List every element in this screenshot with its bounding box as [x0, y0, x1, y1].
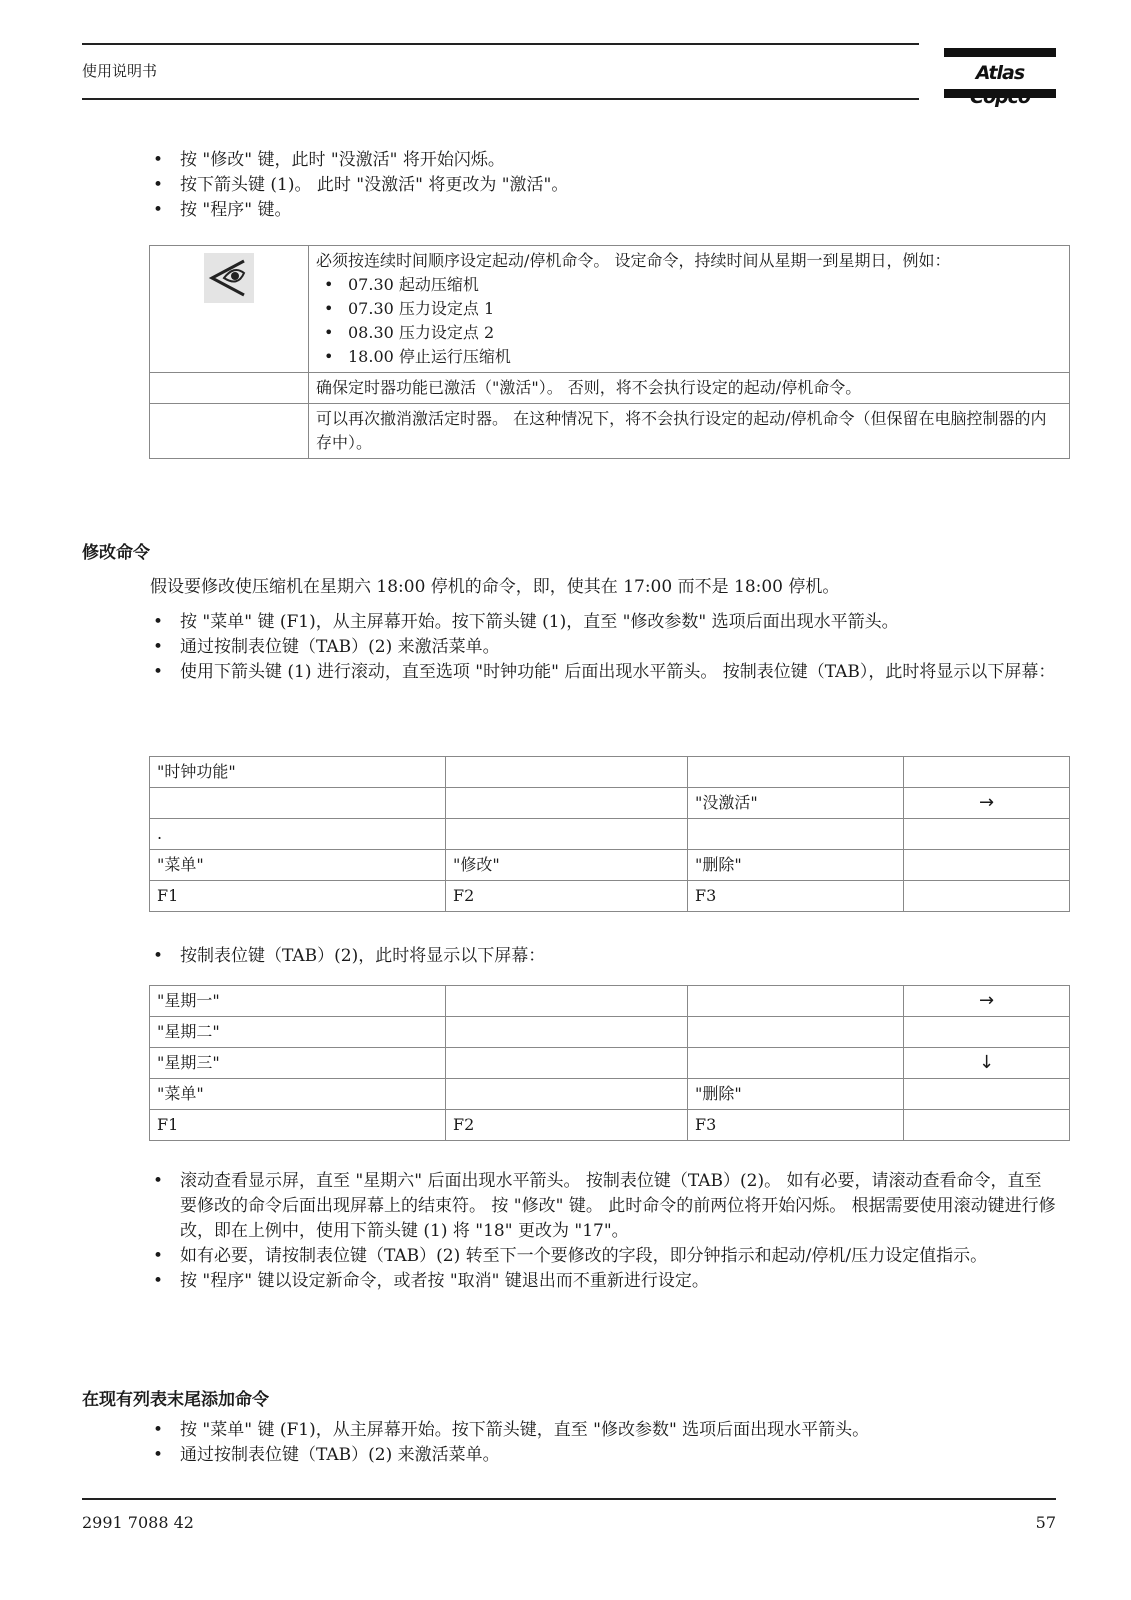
- list-item: • 07.30 起动压缩机: [316, 273, 1062, 297]
- section-paragraph: 假设要修改使压缩机在星期六 18:00 停机的命令，即，使其在 17:00 而不是 18:00 停机。: [150, 577, 840, 597]
- note-activate-text: 确保定时器功能已激活（"激活"）。 否则，将不会执行设定的起动/停机命令。: [309, 373, 1070, 404]
- tab-step-list: [150, 944, 1056, 969]
- function-key-f2: F2: [446, 881, 688, 912]
- list-item: • 滚动查看显示屏，直至 "星期六" 后面出现水平箭头。 按制表位键（TAB）(2)。 如有必要，请滚动查看命令，直至要修改的命令后面出现屏幕上的结束符。 按 "修改" 键。 此时命令的前两位将开始闪烁。 根据需要使用滚动键进行修改，即在上例中，使用下箭头键 (1) 将 "18" 更改为 "17"。: [150, 1169, 1056, 1244]
- note-table: [149, 245, 1070, 459]
- screen-cell: [446, 757, 688, 788]
- section-heading-add-command: 在现有列表末尾添加命令: [82, 1390, 269, 1410]
- screen-cell: "星期二": [150, 1017, 446, 1048]
- list-item: • 08.30 压力设定点 2: [316, 321, 1062, 345]
- screen-cell: "星期三": [150, 1048, 446, 1079]
- header-rule-bottom: [82, 98, 919, 100]
- screen-cell: "时钟功能": [150, 757, 446, 788]
- screen-cell: [446, 1048, 688, 1079]
- screen-cell: [904, 881, 1070, 912]
- function-key-f2: F2: [446, 1110, 688, 1141]
- screen-cell: [904, 1017, 1070, 1048]
- list-item: • 通过按制表位键（TAB）(2) 来激活菜单。: [150, 635, 1056, 660]
- function-key-f3: F3: [688, 1110, 904, 1141]
- list-item: • 按 "程序" 键以设定新命令，或者按 "取消" 键退出而不重新进行设定。: [150, 1269, 1056, 1294]
- screen-cell: [904, 850, 1070, 881]
- screen-cell: .: [150, 819, 446, 850]
- section-heading-modify-command: 修改命令: [82, 543, 150, 563]
- note-main-text: 必须按连续时间顺序设定起动/停机命令。 设定命令，持续时间从星期一到星期日，例如：: [316, 251, 951, 270]
- screen-cell: [688, 1048, 904, 1079]
- screen-cell: [446, 1079, 688, 1110]
- screen-cell: [688, 757, 904, 788]
- screen-cell: [446, 819, 688, 850]
- list-item: • 按 "菜单" 键 (F1)，从主屏幕开始。按下箭头键 (1)，直至 "修改参数" 选项后面出现水平箭头。: [150, 610, 1056, 635]
- eye-attention-icon: [204, 253, 254, 303]
- function-key-f3: F3: [688, 881, 904, 912]
- display-screen-clock-function: [149, 756, 1070, 912]
- footer-rule: [82, 1498, 1056, 1500]
- edit-steps-list: [150, 1169, 1056, 1294]
- screen-cell: [904, 819, 1070, 850]
- document-number: 2991 7088 42: [82, 1513, 194, 1532]
- note-empty-cell: [150, 404, 309, 459]
- screen-cell: "星期一": [150, 986, 446, 1017]
- atlas-copco-logo: Atlas: [944, 48, 1056, 100]
- softkey-label-delete: "删除": [688, 850, 904, 881]
- note-example-list: [316, 273, 1062, 369]
- note-main-cell: [309, 246, 1070, 373]
- softkey-label-menu: "菜单": [150, 1079, 446, 1110]
- add-steps-list: [150, 1418, 1056, 1468]
- header-rule-top: [82, 43, 919, 45]
- document-title: 使用说明书: [82, 62, 158, 80]
- screen-cell: [904, 1110, 1070, 1141]
- screen-cell: [446, 986, 688, 1017]
- softkey-label-menu: "菜单": [150, 850, 446, 881]
- list-item: • 使用下箭头键 (1) 进行滚动，直至选项 "时钟功能" 后面出现水平箭头。 按制表位键（TAB），此时将显示以下屏幕：: [150, 660, 1056, 685]
- screen-cell: [688, 986, 904, 1017]
- list-item: • 按 "修改" 键，此时 "没激活" 将开始闪烁。: [150, 148, 1050, 173]
- list-item: • 07.30 压力设定点 1: [316, 297, 1062, 321]
- screen-cell: [904, 757, 1070, 788]
- modify-steps-list: [150, 610, 1056, 685]
- display-screen-weekdays: [149, 985, 1070, 1141]
- function-key-f1: F1: [150, 1110, 446, 1141]
- list-item: • 按制表位键（TAB）(2)，此时将显示以下屏幕：: [150, 944, 1056, 969]
- function-key-f1: F1: [150, 881, 446, 912]
- screen-cell: "没激活": [688, 788, 904, 819]
- screen-cell: [904, 1079, 1070, 1110]
- screen-cell: [688, 819, 904, 850]
- screen-cell: [150, 788, 446, 819]
- list-item: • 按 "菜单" 键 (F1)，从主屏幕开始。按下箭头键，直至 "修改参数" 选项后面出现水平箭头。: [150, 1418, 1056, 1443]
- down-arrow-icon: ↓: [904, 1048, 1070, 1079]
- right-arrow-icon: →: [904, 788, 1070, 819]
- page-number: 57: [1035, 1513, 1056, 1532]
- list-item: • 通过按制表位键（TAB）(2) 来激活菜单。: [150, 1443, 1056, 1468]
- list-item: • 按下箭头键 (1)。 此时 "没激活" 将更改为 "激活"。: [150, 173, 1050, 198]
- note-empty-cell: [150, 373, 309, 404]
- list-item: • 如有必要，请按制表位键（TAB）(2) 转至下一个要修改的字段，即分钟指示和起动/停机/压力设定值指示。: [150, 1244, 1056, 1269]
- intro-bullet-list: [150, 148, 1050, 223]
- list-item: • 按 "程序" 键。: [150, 198, 1050, 223]
- note-deactivate-text: 可以再次撤消激活定时器。 在这种情况下，将不会执行设定的起动/停机命令（但保留在电脑控制器的内存中）。: [309, 404, 1070, 459]
- list-item: • 18.00 停止运行压缩机: [316, 345, 1062, 369]
- screen-cell: [446, 1017, 688, 1048]
- softkey-label-modify: "修改": [446, 850, 688, 881]
- note-icon-cell: [150, 246, 309, 373]
- screen-cell: [688, 1017, 904, 1048]
- softkey-label-delete: "删除": [688, 1079, 904, 1110]
- right-arrow-icon: →: [904, 986, 1070, 1017]
- screen-cell: [446, 788, 688, 819]
